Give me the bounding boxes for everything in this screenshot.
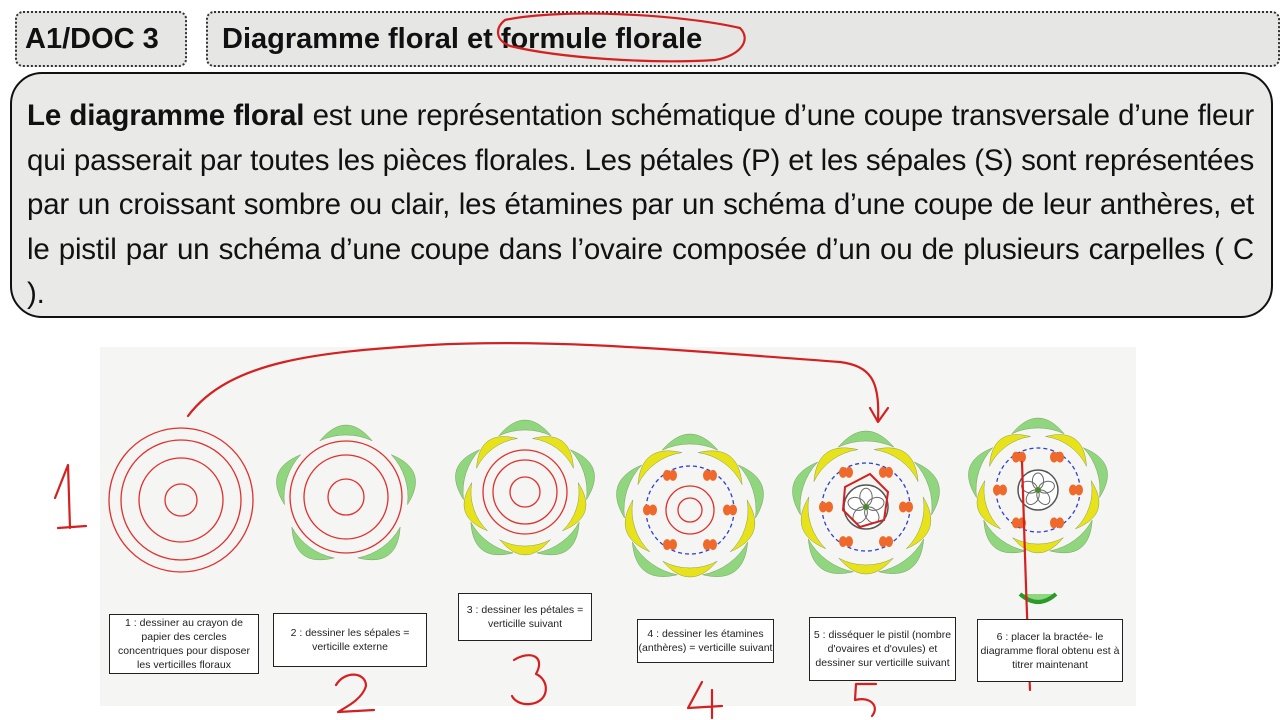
step2-circle-2	[304, 455, 388, 539]
step3-circle-2	[493, 460, 557, 524]
page-title-text: Diagramme floral et formule florale	[222, 22, 703, 55]
hand-number-2	[336, 675, 374, 712]
step4-dashed-circle	[646, 466, 734, 554]
step2-circle-1	[290, 441, 402, 553]
stamen-5-lobe-b	[999, 485, 1007, 496]
stamen-4-lobe-b	[669, 539, 677, 550]
petal-2	[563, 483, 586, 531]
step-5-caption	[809, 617, 956, 681]
title-circle-annotation	[498, 14, 745, 62]
stamen-6-lobe-b	[669, 470, 677, 481]
sepal-1	[499, 420, 551, 436]
step4-circle-2	[666, 486, 714, 534]
step-3-caption	[458, 593, 592, 641]
hand-number-4	[688, 682, 722, 718]
hand-number-5	[855, 684, 876, 716]
stamen-1-lobe-b	[885, 467, 893, 478]
step-6-caption	[977, 619, 1123, 682]
stamen-5-lobe-b	[649, 505, 657, 516]
sepal-5	[276, 455, 300, 505]
stamen-2-lobe-b	[905, 502, 913, 513]
step1-outer-circle	[109, 428, 253, 572]
stamen-2-lobe-b	[729, 505, 737, 516]
sepal-1	[662, 434, 718, 450]
step3-circle-1	[483, 450, 567, 534]
stamen-1-lobe-b	[709, 470, 717, 481]
petal-4	[464, 483, 487, 531]
sepal-1	[320, 425, 372, 441]
step-6-caption-text: 6 : placer la bractée- le diagramme floral obtenu est à titrer maintenant	[980, 630, 1120, 671]
sepal-2	[391, 455, 415, 505]
step-5-caption-text: 5 : disséquer le pistil (nombre d'ovaires et d'ovules) et dessiner sur verticille suivant	[813, 629, 952, 669]
step-2-caption-text: 2 : dessiner les sépales = verticille externe	[290, 627, 410, 653]
step-4-caption-text: 4 : dessiner les étamines (anthères) = verticille suivant	[638, 628, 773, 654]
stamen-3-lobe-b	[709, 539, 717, 550]
step2-inner-circle	[328, 479, 364, 515]
doc-label-text: A1/DOC 3	[25, 22, 159, 55]
pistil-center	[1035, 487, 1041, 493]
step-4-caption	[637, 619, 774, 663]
sepal-1	[838, 431, 894, 447]
arrow-annotation	[188, 343, 878, 420]
stamen-1-lobe-b	[1056, 452, 1064, 463]
stamen-4-lobe-b	[845, 536, 853, 547]
step3-inner-circle	[510, 477, 540, 507]
sepal-1	[1012, 418, 1064, 434]
stamen-6-lobe-b	[845, 467, 853, 478]
stamen-3-lobe-b	[1056, 517, 1064, 528]
step1-inner-circle	[165, 484, 197, 516]
sepal-4	[471, 522, 513, 555]
sepal-3	[358, 527, 400, 560]
sepal-4	[292, 527, 334, 560]
pistil-center	[863, 504, 869, 510]
step-1-caption	[109, 614, 259, 674]
definition-term: Le diagramme floral	[27, 99, 305, 132]
stamen-5-lobe-b	[825, 502, 833, 513]
step1-circle-3	[139, 458, 223, 542]
definition-text: est une représentation schématique d’une coupe transversale d’une fleur qui passerait par toutes les pièces florales. Les pétales (P) et les sépales (S) sont représentées par un croissant sombre ou clair, les étamines par un schéma d’une coupe de leur anthères, et le pistil par un schéma d’une coupe dans l’ovaire composée d’un ou de plusieurs carpelles ( C ).	[27, 99, 1254, 310]
hand-number-3	[512, 655, 546, 704]
step-1-caption-text: 1 : dessiner au crayon de papier des cercles concentriques pour disposer les verticilles floraux	[118, 617, 250, 671]
stamen-2-lobe-b	[1075, 485, 1083, 496]
step-2-caption	[273, 613, 427, 667]
hand-number-1	[55, 465, 86, 528]
stamen-3-lobe-b	[885, 536, 893, 547]
sepal-3	[537, 522, 579, 555]
step-3-caption-text: 3 : dessiner les pétales = verticille suivant	[466, 604, 584, 630]
step4-inner-circle	[678, 498, 702, 522]
